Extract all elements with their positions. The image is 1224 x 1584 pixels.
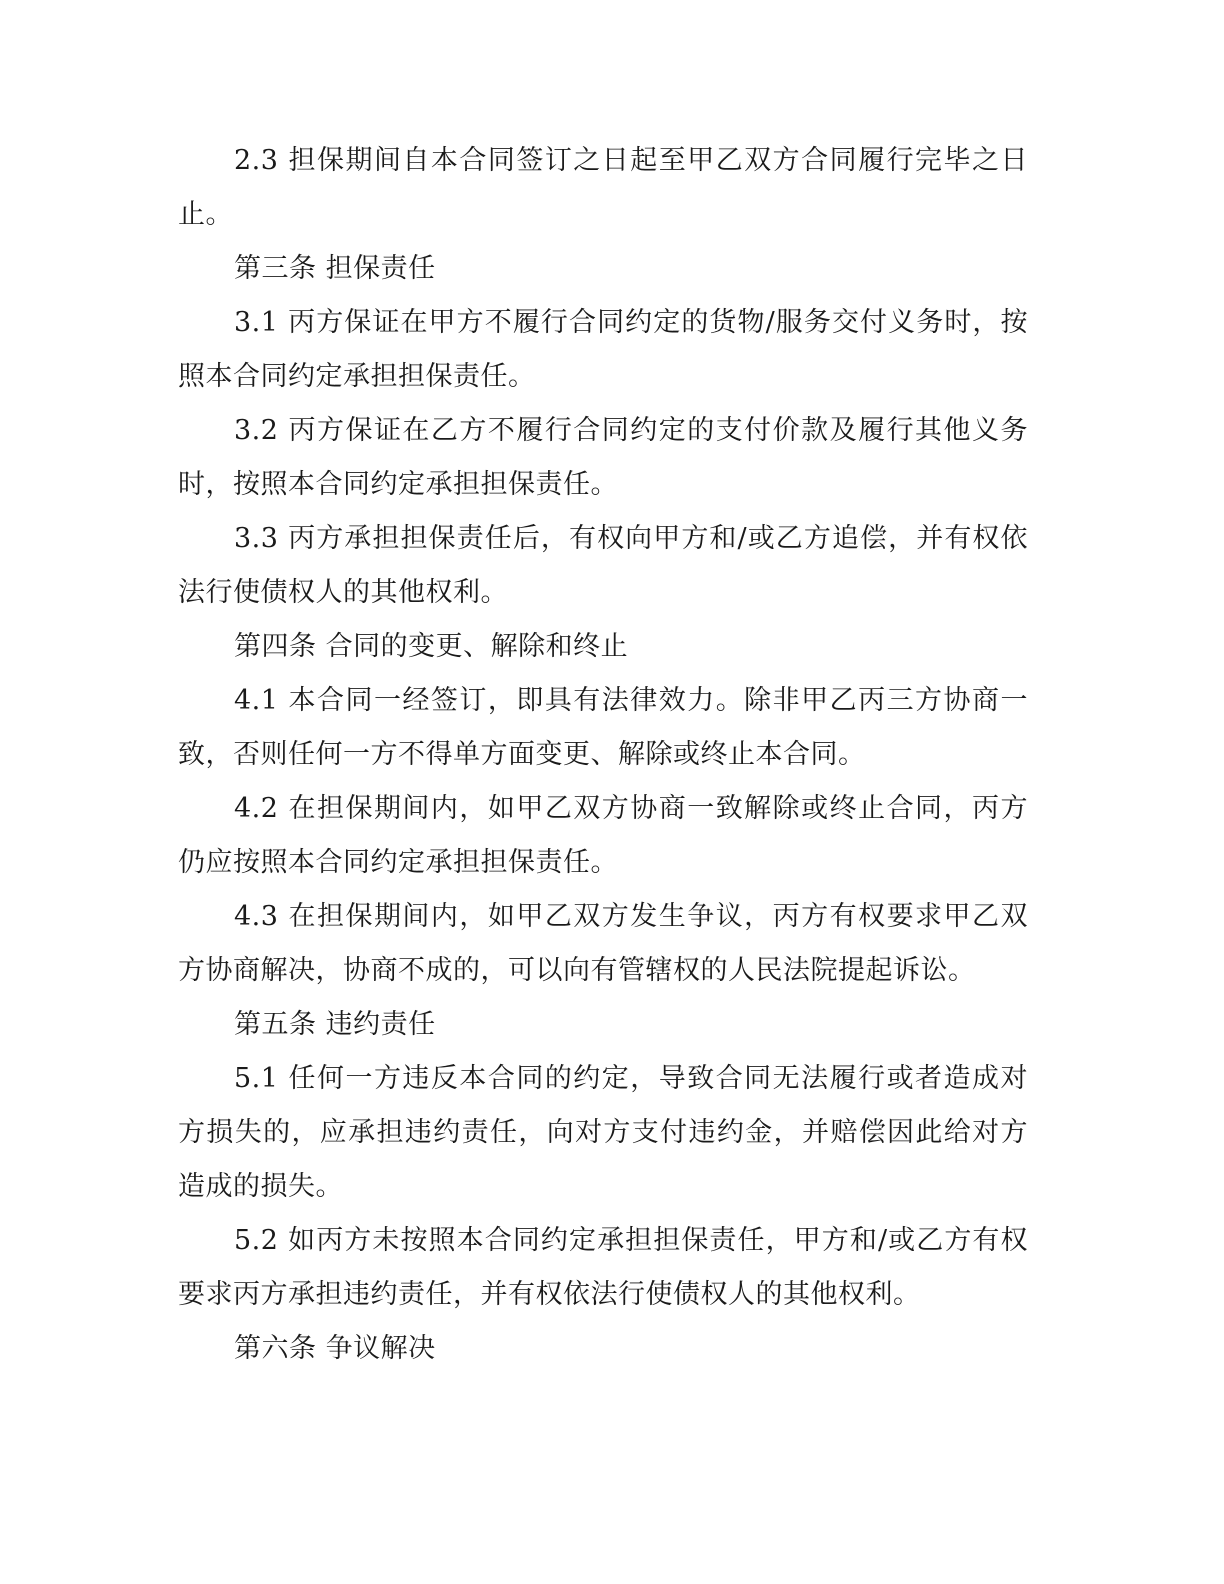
clause-5-2: 5.2 如丙方未按照本合同约定承担担保责任，甲方和/或乙方有权要求丙方承担违约责任，并有权依法行使债权人的其他权利。 (178, 1225, 1028, 1310)
article-3-heading: 第三条 担保责任 (234, 253, 436, 284)
article-4-heading: 第四条 合同的变更、解除和终止 (234, 631, 629, 662)
clause-2-3: 2.3 担保期间自本合同签订之日起至甲乙双方合同履行完毕之日止。 (178, 145, 1028, 230)
clause-3-3: 3.3 丙方承担担保责任后，有权向甲方和/或乙方追偿，并有权依法行使债权人的其他权利。 (178, 523, 1028, 608)
document-body (178, 134, 1028, 1376)
clause-5-1: 5.1 任何一方违反本合同的约定，导致合同无法履行或者造成对方损失的，应承担违约责任，向对方支付违约金，并赔偿因此给对方造成的损失。 (178, 1063, 1028, 1202)
clause-4-2: 4.2 在担保期间内，如甲乙双方协商一致解除或终止合同，丙方仍应按照本合同约定承担担保责任。 (178, 793, 1028, 878)
clause-4-3: 4.3 在担保期间内，如甲乙双方发生争议，丙方有权要求甲乙双方协商解决，协商不成的，可以向有管辖权的人民法院提起诉讼。 (178, 901, 1028, 986)
clause-4-1: 4.1 本合同一经签订，即具有法律效力。除非甲乙丙三方协商一致，否则任何一方不得单方面变更、解除或终止本合同。 (178, 685, 1028, 770)
clause-3-1: 3.1 丙方保证在甲方不履行合同约定的货物/服务交付义务时，按照本合同约定承担担保责任。 (178, 307, 1028, 392)
article-6-heading: 第六条 争议解决 (234, 1333, 436, 1364)
clause-3-2: 3.2 丙方保证在乙方不履行合同约定的支付价款及履行其他义务时，按照本合同约定承担担保责任。 (178, 415, 1028, 500)
article-5-heading: 第五条 违约责任 (234, 1009, 436, 1040)
